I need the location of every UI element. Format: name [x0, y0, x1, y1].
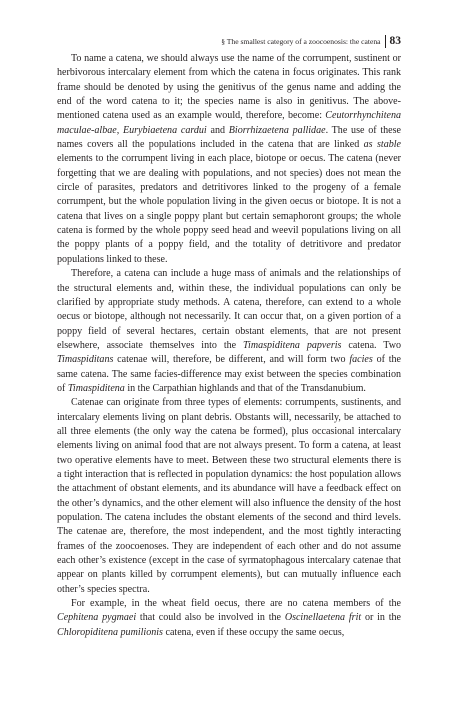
italic-run: Biorrhizaetena pallidae [228, 124, 326, 136]
paragraph [57, 396, 401, 597]
text-run: For example, in the wheat field oecus, there are no catena members of the [71, 598, 401, 610]
text-run: catena, even if these occupy the same oecus, [162, 626, 345, 638]
italic-run: Timaspiditena [67, 382, 125, 394]
italic-run: Timaspiditena papveris [243, 339, 342, 351]
text-run: that could also be involved in the [136, 612, 285, 624]
text-run: in the Carpathian highlands and that of the Transdanubium. [124, 382, 366, 394]
text-run: . The use of these names covers all the populations included in the catena that are linked [57, 124, 401, 151]
text-run: catenae will, therefore, be different, and will form two [113, 354, 350, 366]
body-text [57, 52, 401, 640]
running-head-title: § The smallest category of a zoocoenosis: the catena [221, 35, 385, 48]
book-page [57, 34, 401, 640]
text-run: or in the [361, 612, 402, 624]
text-run: and [206, 124, 229, 136]
italic-run: Chloropiditena pumilionis [57, 626, 163, 638]
text-run: Therefore, a catena can include a huge mass of animals and the relationships of the structural elements and, within these, the individual populations can only be clarified by appropriate study methods. A catena, therefore, can extend to a whole oecus or biotope, although not necessarily. It can occur that, on a given portion of a poppy field of several hectares, certain obstant elements, that are not present elsewhere, associate themselves into the [57, 268, 401, 351]
running-head [57, 34, 401, 48]
paragraph [57, 52, 401, 267]
page-number: 83 [389, 34, 401, 47]
italic-run: facies [349, 354, 373, 366]
italic-run: Timaspiditans [57, 354, 114, 366]
text-run: catena. Two [341, 339, 401, 351]
italic-run: Oscinellaetena frit [284, 612, 362, 624]
italic-run: as stable [363, 139, 401, 151]
text-run: Catenae can originate from three types of elements: corrumpents, sustinents, and intercalary elements living on plant debris. Obstants will, necessarily, be attached to all three elements (the only way the catena be formed), plus occasional intercalary elements living on animal food that are not always present. To form a catena, at least two operative elements have to meet. Between these two structural elements there is a tight interaction that is reflected in population dynamics: the host population allows the attachment of obstant elements, and its abundance will have a feedback effect on the other’s dynamics, and the other element will also influence the density of the host population. The catena includes the obstant elements of the second and third levels. The catenae are, therefore, the most independent, and the most tightly interacting frames of the zoocoenoses. They are independent of each other and do not assume each other’s existence (except in the case of syrmatophagous intercalary catenae that appear on plants killed by corrumpent elements), but can mutually influence each other’s species spectra. [57, 397, 401, 595]
paragraph [57, 597, 401, 640]
text-run: elements to the corrumpent living in each place, biotope or oecus. The catena (never forgetting that we are dealing with populations, and not species) does not mean the circle of parasites, predators and detritivores linked to the progeny of a female corrumpent, but the whole population living in the given oecus or biotope. It is not a catena that lives on a single poppy plant but certain semaphoront groups; the whole catena is formed by the whole poppy seed head and weevil populations living on all the poppy plants of a poppy field, and the totality of detritivore and predator populations linked to these. [57, 153, 401, 265]
paragraph [57, 267, 401, 396]
italic-run: Ceutorrhynchitena maculae-albae, Eurybiaetena cardui [57, 110, 401, 136]
text-run: To name a catena, we should always use the name of the corrumpent, sustinent or herbivorous intercalary element from which the catena in focus originates. This rank frame should be denoted by using the genitivus of the genus name and adding the end of the word catena to it; the species name is also in genitivus. The above-mentioned catena used as an example would, therefore, become: [57, 53, 401, 122]
italic-run: Cephitena pygmaei [57, 612, 137, 624]
text-run: of the same catena. The same facies-difference may exist between the species combination of [57, 354, 401, 394]
